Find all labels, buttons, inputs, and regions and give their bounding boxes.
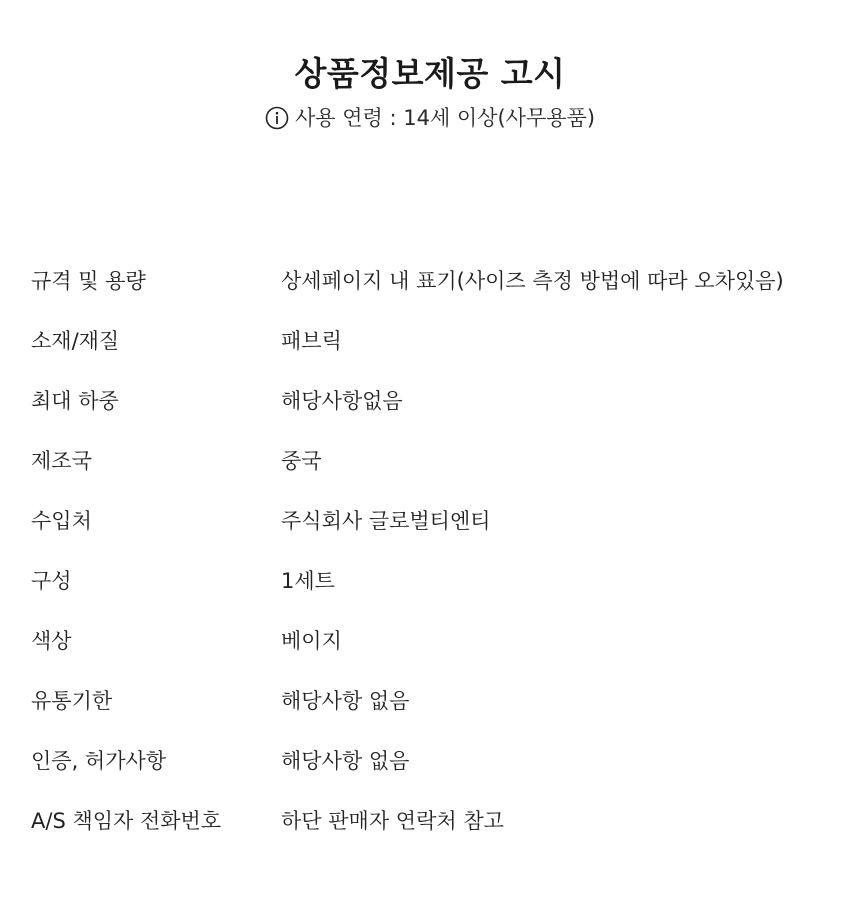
spec-row-expiry bbox=[31, 670, 851, 730]
spec-row-importer bbox=[31, 490, 851, 550]
spec-row-composition bbox=[31, 550, 851, 610]
spec-label: 인증, 허가사항 bbox=[31, 749, 167, 773]
spec-row-color bbox=[31, 610, 851, 670]
spec-value: 베이지 bbox=[281, 629, 342, 653]
spec-value: 상세페이지 내 표기(사이즈 측정 방법에 따라 오차있음) bbox=[281, 269, 784, 293]
spec-label: 규격 및 용량 bbox=[31, 269, 146, 293]
spec-value: 해당사항 없음 bbox=[281, 689, 410, 713]
spec-value: 하단 판매자 연락처 참고 bbox=[281, 809, 504, 833]
usage-age-text: 사용 연령 : 14세 이상(사무용품) bbox=[294, 106, 596, 130]
spec-label: 색상 bbox=[31, 629, 72, 653]
spec-label: 최대 하중 bbox=[31, 389, 119, 413]
info-circle-icon bbox=[265, 106, 289, 130]
spec-value: 1세트 bbox=[281, 569, 335, 593]
usage-age-notice bbox=[265, 104, 595, 132]
spec-row-max-load bbox=[31, 370, 851, 430]
spec-value: 주식회사 글로벌티엔티 bbox=[281, 509, 491, 533]
spec-label: 수입처 bbox=[31, 509, 92, 533]
spec-row-origin bbox=[31, 430, 851, 490]
spec-label: 소재/재질 bbox=[31, 329, 120, 353]
spec-label: 제조국 bbox=[31, 449, 92, 473]
spec-row-material bbox=[31, 310, 851, 370]
spec-value: 해당사항없음 bbox=[281, 389, 403, 413]
spec-value: 중국 bbox=[281, 449, 322, 473]
notice-header bbox=[0, 52, 860, 134]
product-spec-table bbox=[31, 250, 851, 850]
spec-row-certification bbox=[31, 730, 851, 790]
spec-label: 유통기한 bbox=[31, 689, 113, 713]
spec-value: 패브릭 bbox=[281, 329, 342, 353]
spec-label: A/S 책임자 전화번호 bbox=[31, 809, 222, 833]
spec-row-size bbox=[31, 250, 851, 310]
spec-value: 해당사항 없음 bbox=[281, 749, 410, 773]
spec-label: 구성 bbox=[31, 569, 72, 593]
page-title: 상품정보제공 고시 bbox=[294, 54, 566, 93]
spec-row-as-contact bbox=[31, 790, 851, 850]
